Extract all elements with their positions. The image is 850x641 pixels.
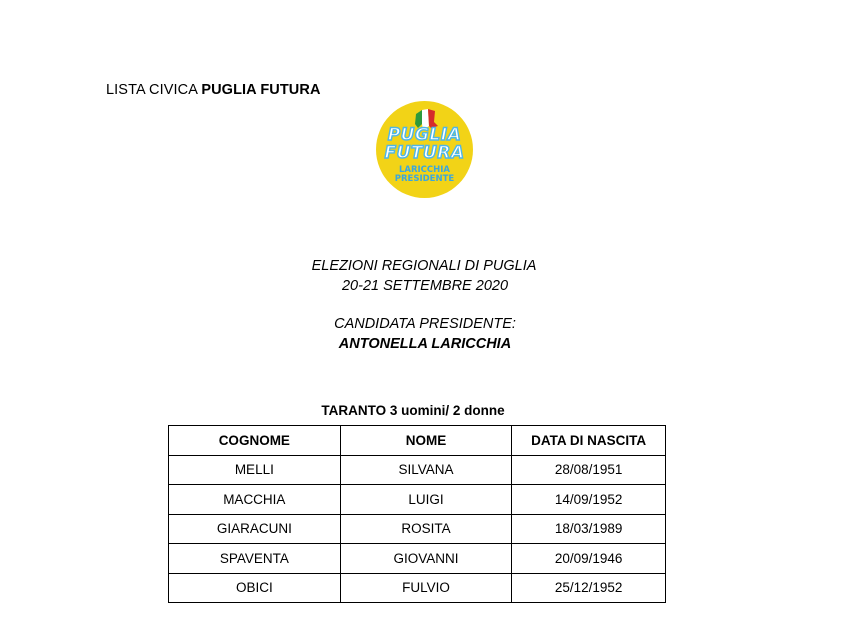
- cell-data-nascita: 28/08/1951: [512, 455, 666, 485]
- table-row: [169, 455, 666, 485]
- district-title: TARANTO 3 uomini/ 2 donne: [321, 403, 505, 418]
- table-row: [169, 544, 666, 574]
- list-header: [106, 82, 321, 98]
- cell-cognome: SPAVENTA: [169, 544, 341, 574]
- cell-data-nascita: 14/09/1952: [512, 485, 666, 515]
- header-nome: NOME: [340, 426, 512, 456]
- header-cognome: COGNOME: [169, 426, 341, 456]
- cell-data-nascita: 20/09/1946: [512, 544, 666, 574]
- cell-data-nascita: 25/12/1952: [512, 573, 666, 603]
- logo-word-puglia: PUGLIA: [387, 125, 462, 145]
- cell-cognome: OBICI: [169, 573, 341, 603]
- cell-nome: ROSITA: [340, 514, 512, 544]
- header-data-nascita: DATA DI NASCITA: [512, 426, 666, 456]
- logo-sub-presidente: PRESIDENTE: [394, 174, 455, 184]
- logo-word-futura: FUTURA: [384, 143, 465, 163]
- cell-nome: FULVIO: [340, 573, 512, 603]
- candidate-name: ANTONELLA LARICCHIA: [338, 336, 512, 352]
- logo-sub-laricchia: LARICCHIA: [398, 165, 451, 175]
- candidate-label: CANDIDATA PRESIDENTE:: [334, 316, 516, 332]
- cell-data-nascita: 18/03/1989: [512, 514, 666, 544]
- table-row: [169, 573, 666, 603]
- cell-cognome: GIARACUNI: [169, 514, 341, 544]
- candidates-table: [168, 425, 666, 603]
- table-header-row: [169, 426, 666, 456]
- list-header-party: PUGLIA FUTURA: [201, 82, 321, 98]
- party-logo: [376, 101, 473, 198]
- table-row: [169, 514, 666, 544]
- list-header-prefix: LISTA CIVICA: [106, 82, 198, 98]
- table-row: [169, 485, 666, 515]
- cell-cognome: MACCHIA: [169, 485, 341, 515]
- cell-cognome: MELLI: [169, 455, 341, 485]
- election-title: ELEZIONI REGIONALI DI PUGLIA: [311, 258, 537, 274]
- election-date: 20-21 SETTEMBRE 2020: [341, 278, 509, 294]
- cell-nome: SILVANA: [340, 455, 512, 485]
- cell-nome: LUIGI: [340, 485, 512, 515]
- cell-nome: GIOVANNI: [340, 544, 512, 574]
